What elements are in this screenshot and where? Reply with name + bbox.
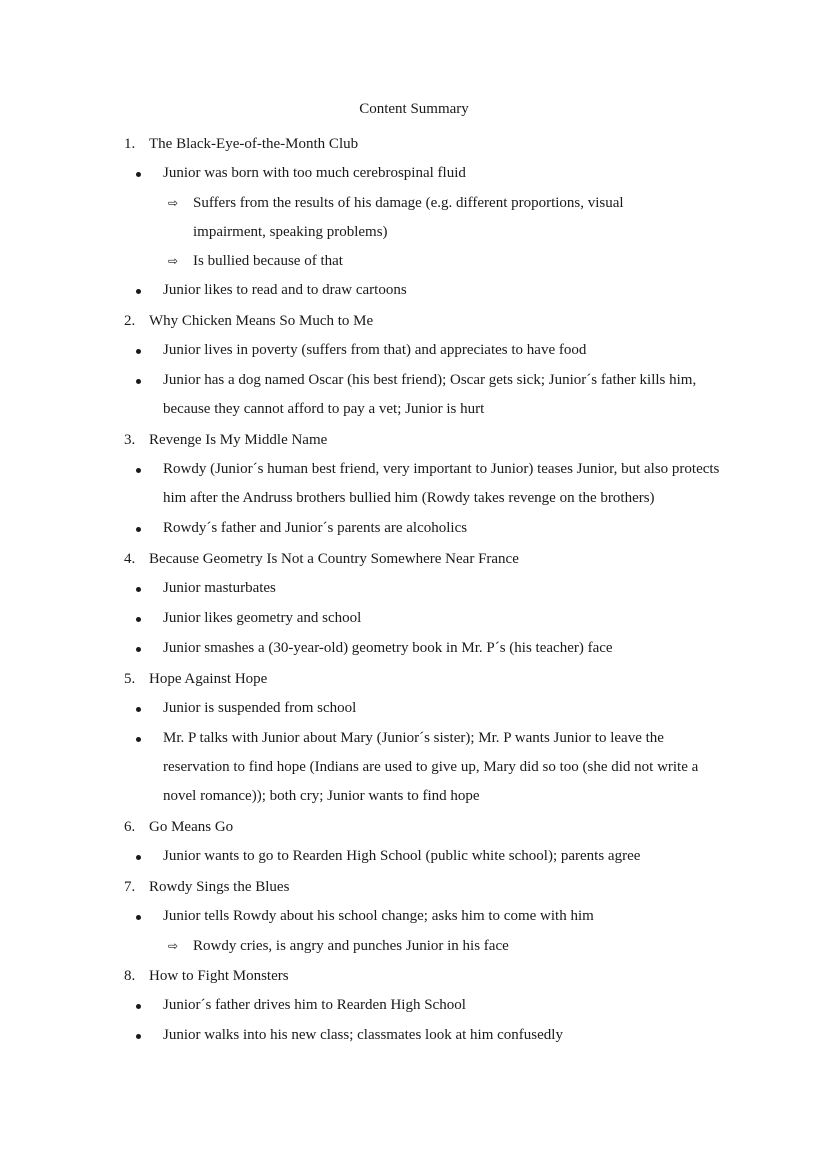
chapter-title: Go Means Go <box>149 819 234 835</box>
chapter-title: Hope Against Hope <box>149 671 268 687</box>
chapter-number: 7. <box>124 879 136 895</box>
sub-item <box>0 189 693 247</box>
bullet-dot-icon <box>136 468 141 473</box>
bullet-dot-icon <box>136 707 141 712</box>
chapter-heading <box>0 129 828 159</box>
arrow-right-icon: ⇨ <box>168 196 179 210</box>
chapter-heading <box>0 425 828 455</box>
chapter-number: 6. <box>124 819 136 835</box>
chapter-number: 5. <box>124 671 136 687</box>
bullet-dot-icon <box>136 587 141 592</box>
bullet-item <box>0 634 733 664</box>
bullet-item <box>0 694 733 724</box>
chapter-title: Revenge Is My Middle Name <box>149 432 328 448</box>
bullet-text: Rowdy´s father and Junior´s parents are alcoholics <box>163 520 468 536</box>
sub-item-text: Is bullied because of that <box>193 253 343 269</box>
bullet-item <box>0 902 733 932</box>
bullet-text: Junior has a dog named Oscar (his best friend); Oscar gets sick; Junior´s father kills him, because they cannot afford to pay a vet; Junior is hurt <box>163 372 697 417</box>
bullet-item <box>0 455 733 514</box>
bullet-item <box>0 276 733 306</box>
bullet-dot-icon <box>136 172 141 177</box>
bullet-text: Junior tells Rowdy about his school change; asks him to come with him <box>163 908 594 924</box>
bullet-item <box>0 724 733 812</box>
bullet-text: Junior likes geometry and school <box>163 610 362 626</box>
bullet-dot-icon <box>136 915 141 920</box>
bullet-dot-icon <box>136 1004 141 1009</box>
chapter-heading <box>0 961 828 991</box>
bullet-item <box>0 574 733 604</box>
chapter-number: 8. <box>124 968 136 984</box>
bullet-dot-icon <box>136 737 141 742</box>
bullet-item <box>0 991 733 1021</box>
sub-item <box>0 247 693 276</box>
arrow-right-icon: ⇨ <box>168 254 179 268</box>
bullet-text: Junior was born with too much cerebrospinal fluid <box>163 165 466 181</box>
bullet-dot-icon <box>136 379 141 384</box>
chapter-number: 4. <box>124 551 136 567</box>
chapter-title: How to Fight Monsters <box>149 968 289 984</box>
bullet-text: Junior is suspended from school <box>163 700 357 716</box>
bullet-text: Junior walks into his new class; classmates look at him confusedly <box>163 1027 563 1043</box>
bullet-dot-icon <box>136 349 141 354</box>
bullet-text: Junior´s father drives him to Rearden High School <box>163 997 466 1013</box>
bullet-item <box>0 366 733 425</box>
bullet-dot-icon <box>136 855 141 860</box>
chapter-heading <box>0 812 828 842</box>
sub-item-text: Rowdy cries, is angry and punches Junior in his face <box>193 938 509 954</box>
chapter-heading <box>0 664 828 694</box>
chapter-title: The Black-Eye-of-the-Month Club <box>149 136 359 152</box>
content-summary-list <box>0 129 828 1051</box>
bullet-dot-icon <box>136 527 141 532</box>
bullet-text: Junior wants to go to Rearden High School (public white school); parents agree <box>163 848 641 864</box>
bullet-item <box>0 336 733 366</box>
sub-item-text: Suffers from the results of his damage (e.g. different proportions, visual impairment, speaking problems) <box>193 195 624 240</box>
chapter-title: Because Geometry Is Not a Country Somewhere Near France <box>149 551 519 567</box>
chapter-heading <box>0 544 828 574</box>
bullet-text: Junior masturbates <box>163 580 276 596</box>
bullet-text: Junior likes to read and to draw cartoons <box>163 282 407 298</box>
bullet-item <box>0 842 733 872</box>
bullet-text: Junior smashes a (30-year-old) geometry book in Mr. P´s (his teacher) face <box>163 640 613 656</box>
page-title: Content Summary <box>359 101 469 117</box>
bullet-item <box>0 514 733 544</box>
bullet-dot-icon <box>136 1034 141 1039</box>
chapter-number: 1. <box>124 136 136 152</box>
chapter-title: Rowdy Sings the Blues <box>149 879 290 895</box>
bullet-dot-icon <box>136 647 141 652</box>
bullet-item <box>0 604 733 634</box>
arrow-right-icon: ⇨ <box>168 939 179 953</box>
bullet-dot-icon <box>136 289 141 294</box>
bullet-item <box>0 1021 733 1051</box>
bullet-text: Rowdy (Junior´s human best friend, very important to Junior) teases Junior, but also protects him after the Andruss brothers bullied him (Rowdy takes revenge on the brothers) <box>163 461 720 506</box>
bullet-text: Junior lives in poverty (suffers from that) and appreciates to have food <box>163 342 587 358</box>
bullet-item <box>0 159 733 189</box>
bullet-text: Mr. P talks with Junior about Mary (Junior´s sister); Mr. P wants Junior to leave the reservation to find hope (Indians are used to give up, Mary did so too (she did not write a novel romance)); both cry; Junior wants to find hope <box>163 730 699 804</box>
chapter-number: 3. <box>124 432 136 448</box>
sub-item <box>0 932 693 961</box>
chapter-title: Why Chicken Means So Much to Me <box>149 313 374 329</box>
chapter-number: 2. <box>124 313 136 329</box>
chapter-heading <box>0 872 828 902</box>
chapter-heading <box>0 306 828 336</box>
bullet-dot-icon <box>136 617 141 622</box>
